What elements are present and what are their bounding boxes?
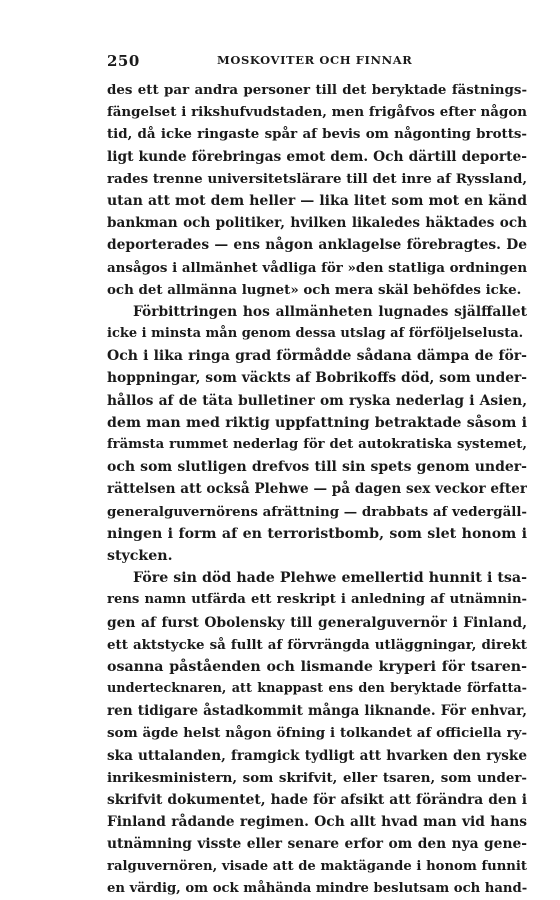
text-line: ett aktstycke så fullt af förvrängda utläggningar, direkt [107,636,527,653]
page-number: 250 [107,52,140,70]
text-line: utan att mot dem heller — lika litet som mot en känd [107,192,527,209]
text-line: rättelsen att också Plehwe — på dagen sex veckor efter [107,481,527,498]
body-text [107,79,527,900]
text-line: och det allmänna lugnet» och mera skäl behöfdes icke. [107,281,522,298]
text-line: fängelset i rikshufvudstaden, men frigåfvos efter någon [107,104,527,121]
text-line: skrifvit dokumentet, hade för afsikt att förändra den i [107,792,527,808]
text-line: undertecknaren, att knappast ens den beryktade författa- [107,681,527,697]
text-line: ansågos i allmänhet vådliga för »den statliga ordningen [107,259,527,276]
text-line: en värdig, om ock måhända mindre beslutsam och hand- [107,880,527,896]
text-line: ren tidigare åstadkommit många liknande. För enhvar, [107,703,527,720]
text-line: ralguvernören, visade att de maktägande i honom funnit [107,858,527,874]
text-line: dem man med riktig uppfattning betraktade såsom i [107,414,527,431]
text-line: rens namn utfärda ett reskript i anledning af utnämnin- [107,592,527,608]
text-line: främsta rummet nederlag för det autokratiska systemet, [107,437,527,452]
text-line: des ett par andra personer till det beryktade fästnings- [107,82,527,98]
text-line: hållos af de täta bulletiner om ryska nederlag i Asien, [107,392,527,409]
text-line: ska uttalanden, framgick tydligt att hvarken den ryske [107,747,527,764]
text-line: Förbittringen hos allmänheten lugnades själffallet [133,303,527,320]
text-line: icke i minsta mån genom dessa utslag af förföljelselusta. [107,326,524,342]
text-line: hoppningar, som väckts af Bobrikoffs död, som under- [107,370,527,387]
text-line: bankman och politiker, hvilken likaledes häktades och [107,215,527,232]
text-line: ligt kunde förebringas emot dem. Och därtill deporte- [107,148,527,165]
text-line: generalguvernörens afrättning — drabbats af vedergäll- [107,503,527,520]
text-line: som ägde helst någon öfning i tolkandet af officiella ry- [107,725,527,742]
text-line: tid, då icke ringaste spår af bevis om någonting brotts- [107,126,527,143]
text-line: och som slutligen drefvos till sin spets genom under- [107,459,527,476]
text-line: Finland rådande regimen. Och allt hvad man vid hans [107,814,527,831]
text-line: ningen i form af en terroristbomb, som slet honom i [107,525,527,542]
running-title: MOSKOVITER OCH FINNAR [217,53,413,67]
text-line: inrikesministern, som skrifvit, eller tsaren, som under- [107,769,527,786]
text-line: utnämning visste eller senare erfor om den nya gene- [107,836,527,853]
text-line: stycken. [107,547,173,564]
text-line: rades trenne universitetslärare till det inre af Ryssland, [107,170,527,187]
text-line: Före sin död hade Plehwe emellertid hunnit i tsa- [133,570,527,587]
text-line: deporterades — ens någon anklagelse förebragtes. De [107,237,527,254]
text-line: gen af furst Obolensky till generalguvernör i Finland, [107,614,527,631]
text-line: osanna påståenden och lismande kryperi för tsaren- [107,658,527,675]
text-line: Och i lika ringa grad förmådde sådana dämpa de för- [107,348,527,365]
page-header [107,52,527,74]
